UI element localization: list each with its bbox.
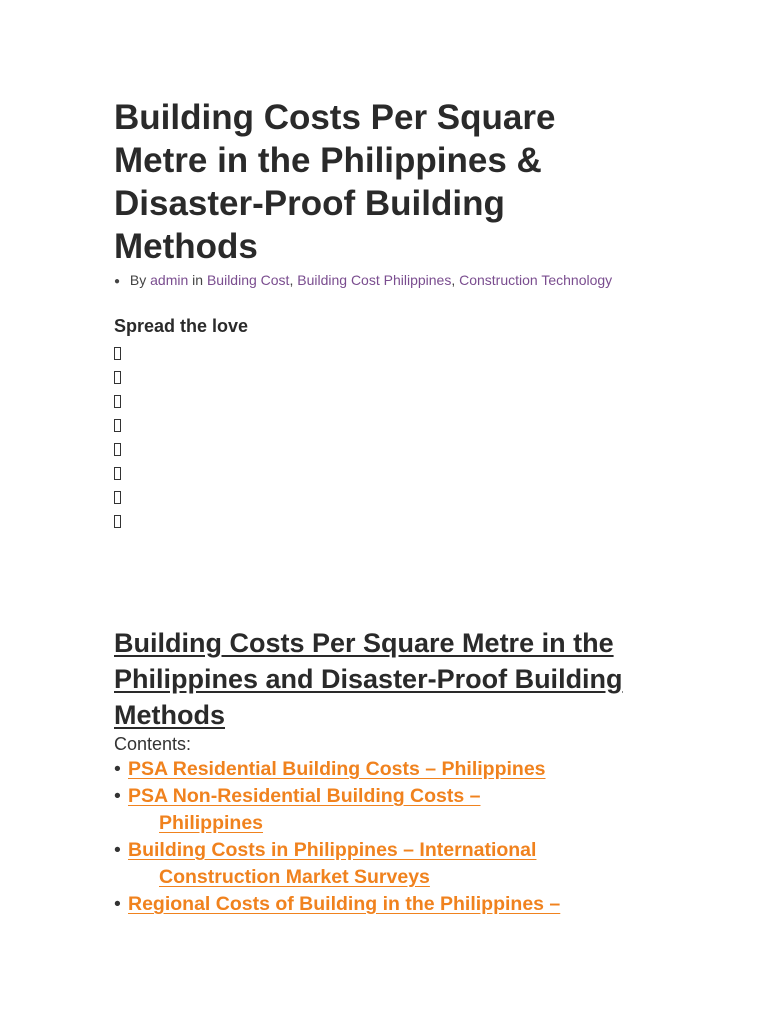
toc-link-text: PSA Non-Residential Building Costs – — [128, 785, 481, 807]
toc-bullet: • — [114, 785, 121, 807]
missing-glyph-icon — [114, 395, 121, 408]
post-meta — [114, 271, 714, 291]
category-link-construction-technology[interactable]: Construction Technology — [459, 272, 613, 288]
author-link[interactable]: admin — [150, 272, 189, 288]
toc-link-regional-costs[interactable] — [128, 893, 560, 915]
toc-link-psa-non-residential-cont[interactable]: Philippines — [159, 812, 264, 834]
toc-link-text: PSA Residential Building Costs – Philippines — [128, 758, 546, 780]
share-button[interactable] — [114, 365, 121, 389]
meta-by-label: By — [129, 272, 147, 288]
share-button[interactable] — [114, 389, 121, 413]
content-heading: Building Costs Per Square Metre in the Philippines and Disaster-Proof Building Methods — [114, 628, 623, 730]
meta-in-label: in — [192, 272, 204, 288]
category-separator: , — [289, 272, 298, 288]
table-of-contents — [114, 756, 654, 918]
contents-label: Contents: — [114, 734, 192, 754]
toc-bullet: • — [114, 758, 121, 780]
missing-glyph-icon — [114, 515, 121, 528]
toc-item — [114, 837, 654, 891]
category-separator: , — [451, 272, 460, 288]
share-button[interactable] — [114, 485, 121, 509]
toc-bullet: • — [114, 893, 121, 915]
share-button[interactable] — [114, 509, 121, 533]
share-button[interactable] — [114, 461, 121, 485]
share-buttons — [114, 341, 121, 533]
missing-glyph-icon — [114, 419, 121, 432]
share-button[interactable] — [114, 437, 121, 461]
toc-link-text: Building Costs in Philippines – International — [128, 839, 537, 861]
toc-bullet: • — [114, 839, 121, 861]
toc-link-international-surveys[interactable] — [128, 839, 536, 861]
post-title: Building Costs Per Square Metre in the Philippines & Disaster-Proof Building Methods — [114, 98, 556, 266]
toc-link-psa-residential[interactable] — [128, 758, 546, 780]
missing-glyph-icon — [114, 347, 121, 360]
share-button[interactable] — [114, 341, 121, 365]
toc-item — [114, 756, 654, 783]
toc-link-psa-non-residential[interactable] — [128, 785, 480, 807]
missing-glyph-icon — [114, 491, 121, 504]
share-heading: Spread the love — [114, 316, 249, 336]
meta-bullet-icon: ● — [114, 276, 121, 287]
share-button[interactable] — [114, 413, 121, 437]
missing-glyph-icon — [114, 443, 121, 456]
toc-link-text: Regional Costs of Building in the Philippines – — [128, 893, 561, 915]
toc-link-international-surveys-cont[interactable]: Construction Market Surveys — [159, 866, 430, 888]
toc-item — [114, 891, 654, 918]
toc-item — [114, 783, 654, 837]
missing-glyph-icon — [114, 371, 121, 384]
missing-glyph-icon — [114, 467, 121, 480]
category-link-building-cost-philippines[interactable]: Building Cost Philippines — [297, 272, 452, 288]
category-link-building-cost[interactable]: Building Cost — [206, 272, 290, 288]
